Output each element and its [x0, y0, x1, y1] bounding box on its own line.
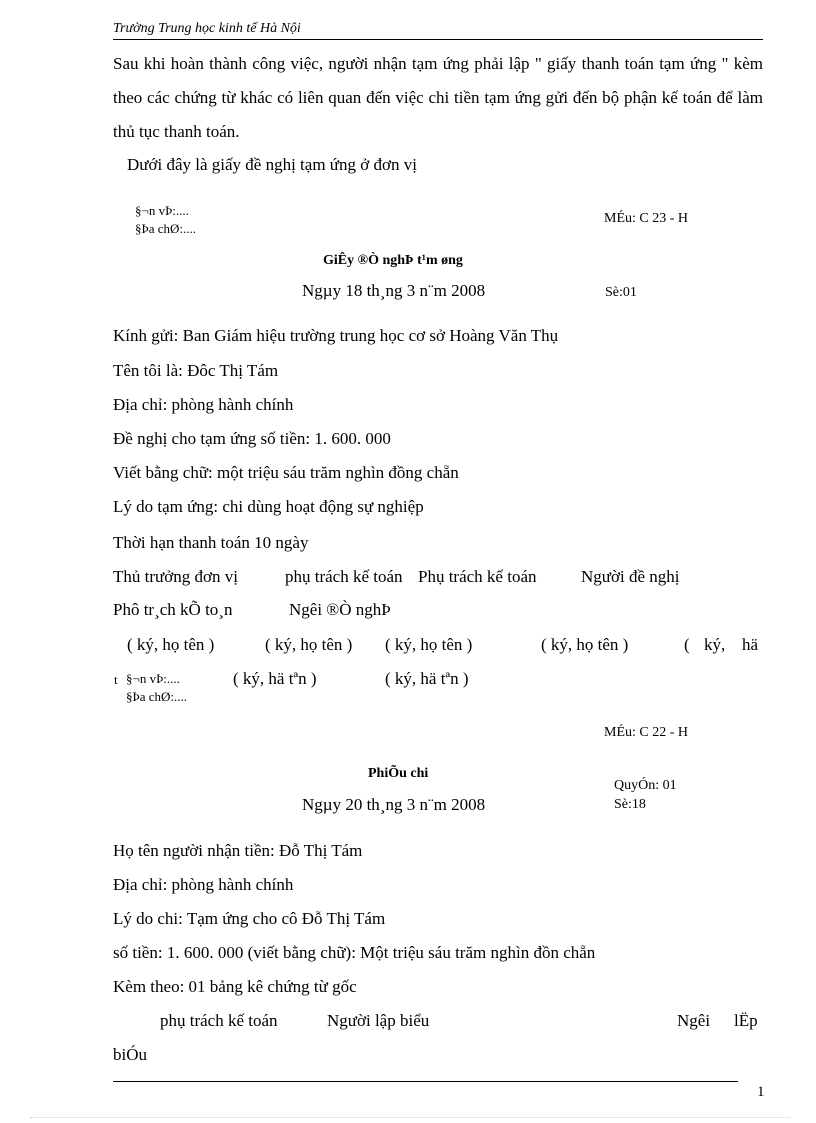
- form2-line: Lý do chi: Tạm ứng cho cô Đỗ Thị Tám: [113, 909, 386, 928]
- form1-code: MÉu: C 23 - H: [604, 211, 688, 226]
- form1-date: Ngµy 18 th¸ng 3 n¨m 2008: [302, 281, 486, 300]
- form1-sign-note-legacy: ( ký, hä tªn ): [385, 669, 469, 688]
- intro-paragraph: Sau khi hoàn thành công việc, người nhận tạm ứng phải lập " giấy thanh toán tạm ứng " kèm theo các chứng từ khác có liên quan đến việc chi tiền tạm ứng gửi đến bộ phận kế toán để làm thủ tục thanh toán.: [113, 54, 763, 141]
- form2-title: PhiÕu chi: [368, 766, 429, 781]
- form1-line: Lý do tạm ứng: chi dùng hoạt động sự nghiệp: [113, 497, 424, 516]
- header-school-name: Trường Trung học kinh tế Hà Nội: [113, 21, 301, 36]
- form2-sig-preparer: Người lập biểu: [327, 1011, 430, 1030]
- form1-address: §Þa chØ:....: [135, 221, 197, 236]
- header-divider: [113, 39, 763, 40]
- form2-sig-preparer-legacy: Ngêi: [677, 1011, 711, 1030]
- footer-divider: [113, 1081, 738, 1082]
- form2-book: QuyÓn: 01: [614, 778, 677, 793]
- form2-sig-preparer-legacy: biÓu: [113, 1045, 147, 1064]
- form1-unit: §¬n vÞ:....: [135, 203, 189, 218]
- form1-sig-requester-legacy: Ngêi ®Ò nghÞ: [289, 600, 391, 619]
- form2-number: Sè:18: [614, 797, 646, 812]
- form1-line: Kính gửi: Ban Giám hiệu trường trung học cơ sở Hoàng Văn Thụ: [113, 326, 559, 345]
- form1-mark: t: [114, 672, 118, 687]
- form1-sig-accountant: phụ trách kế toán: [285, 567, 403, 586]
- form1-sign-note-legacy: ( ký, hä tªn ): [233, 669, 317, 688]
- form1-sign-note-part: ký,: [704, 635, 726, 654]
- form1-sig-head: Thủ trưởng đơn vị: [113, 567, 238, 586]
- intro-lead: Dưới đây là giấy đề nghị tạm ứng ở đơn vị: [127, 155, 417, 174]
- form1-sign-note: ( ký, họ tên ): [265, 635, 353, 654]
- form2-date: Ngµy 20 th¸ng 3 n¨m 2008: [302, 795, 486, 814]
- form1-sign-note: ( ký, họ tên ): [541, 635, 629, 654]
- form2-code: MÉu: C 22 - H: [604, 725, 688, 740]
- form1-sign-note: ( ký, họ tên ): [127, 635, 215, 654]
- page-edge: [30, 1117, 790, 1118]
- form1-sign-note-part: hä: [742, 635, 759, 654]
- form1-number: Sè:01: [605, 285, 637, 300]
- form1-line: Tên tôi là: Đôc Thị Tám: [113, 361, 279, 380]
- form2-line: Địa chỉ: phòng hành chính: [113, 875, 294, 894]
- form2-line: Kèm theo: 01 bảng kê chứng từ gốc: [113, 977, 357, 996]
- form1-sign-note: ( ký, họ tên ): [385, 635, 473, 654]
- form1-sig-accountant-legacy: Phô tr¸ch kÕ to¸n: [113, 600, 233, 619]
- form2-line: Họ tên người nhận tiền: Đỗ Thị Tám: [113, 841, 363, 860]
- form1-line: Viết bằng chữ: một triệu sáu trăm nghìn đồng chẵn: [113, 463, 459, 482]
- form1-line: Địa chỉ: phòng hành chính: [113, 395, 294, 414]
- form1-title: GiÊy ®Ò nghÞ t¹m øng: [323, 253, 463, 268]
- form2-sig-accountant: phụ trách kế toán: [160, 1011, 278, 1030]
- form1-sig-requester: Người đề nghị: [581, 567, 680, 586]
- form1-sign-note-part: (: [684, 635, 690, 654]
- form1-line: Đề nghị cho tạm ứng số tiền: 1. 600. 000: [113, 429, 391, 448]
- form1-line: Thời hạn thanh toán 10 ngày: [113, 533, 309, 552]
- page-number: 1: [757, 1084, 765, 1100]
- form2-address: §Þa chØ:....: [126, 689, 188, 704]
- form2-sig-preparer-legacy: lËp: [734, 1011, 758, 1030]
- form2-unit: §¬n vÞ:....: [126, 671, 180, 686]
- form1-sig-accountant-2: Phụ trách kế toán: [418, 567, 537, 586]
- form2-line: số tiền: 1. 600. 000 (viết bằng chữ): Một triệu sáu trăm nghìn đồn chẵn: [113, 943, 596, 962]
